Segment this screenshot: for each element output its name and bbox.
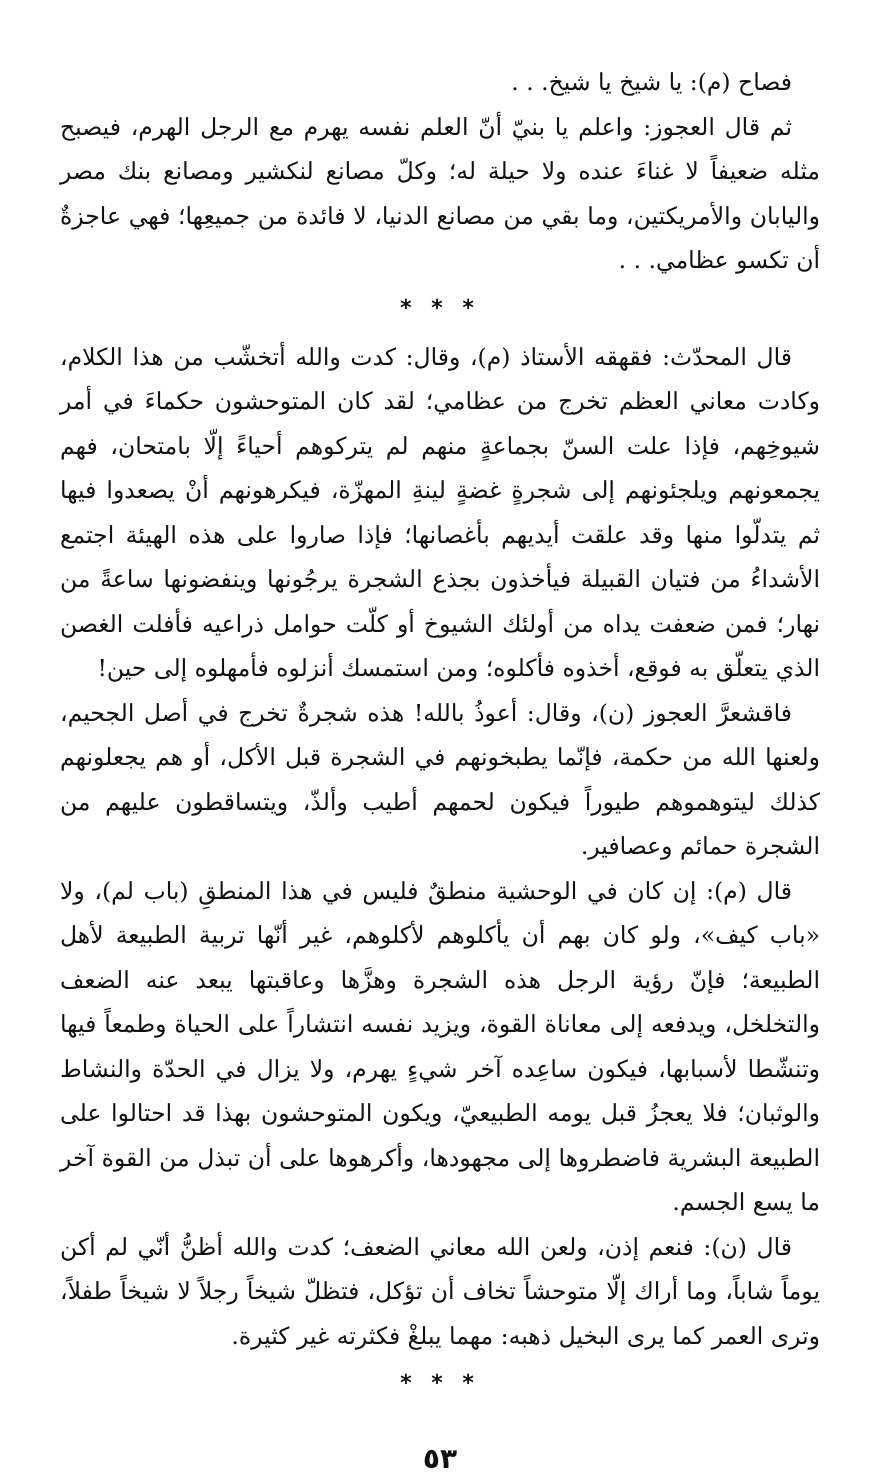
paragraph: قال المحدّث: فقهقه الأستاذ (م)، وقال: كدت والله أتخشّب من هذا الكلام، وكادت معاني العظم تخرج من عظامي؛ لقد كان المتوحشون حكماءَ في أمر شيوخِهم، فإذا علت السنّ بجماعةٍ منهم لم يتركوهم أحياءً إلّا بامتحان، فهم يجمعونهم ويلجئونهم إلى شجرةٍ غضةٍ لينةِ المهزّة، فيكرهونهم أنْ يصعدوا فيها ثم يتدلّوا منها وقد علقت أيديهم بأغصانها؛ فإذا صاروا على هذه الهيئة اجتمع الأشداءُ من فتيان القبيلة فيأخذون بجذع الشجرة يرجُونها وينفضونها ساعةً من نهار؛ فمن ضعفت يداه من أولئك الشيوخ أو كلّت حوامل ذراعيه فأفلت الغصن الذي يتعلّق به فوقع، أخذوه فأكلوه؛ ومن استمسك أنزلوه فأمهلوه إلى حين! [60,342,820,682]
section-separator: * * * [400,1371,480,1396]
paragraph: فصاح (م): يا شيخ يا شيخ. . . [511,68,792,96]
paragraph: قال (ن): فنعم إذن، ولعن الله معاني الضعف؛ كدت والله أظنُّ أنّي لم أكن يوماً شاباً، وما أراك إلّا متوحشاً تخاف أن تؤكل، فتظلّ شيخاً رجلاً لا شيخاً طفلاً، وترى العمر كما يرى البخيل ذهبه: مهما يبلغْ فكثرته غير كثيرة. [60,1232,820,1350]
paragraph: قال (م): إن كان في الوحشية منطقٌ فليس في هذا المنطقِ (باب لم)، ولا «باب كيف»، ولو كان بهم أن يأكلوهم لأكلوهم، غير أنّها تربية الطبيعة لأهل الطبيعة؛ فإنّ رؤية الرجل هذه الشجرة وهزَّها وعاقبتها يبعد عنه الضعف والتخلخل، ويدفعه إلى معاناة القوة، ويزيد نفسه انتشاراً على الحياة وطمعاً فيها وتنشّطا لأسبابها، فيكون ساعِده آخر شيءٍ يهرم، ولا يزال في الحدّة والنشاط والوثبان؛ فلا يعجزُ قبل يومه الطبيعيّ، ويكون المتوحشون بهذا قد احتالوا على الطبيعة البشرية فاضطروها إلى مجهودها، وأكرهوها على أن تبذل من القوة آخر ما يسع الجسم. [60,876,820,1216]
paragraph: ثم قال العجوز: واعلم يا بنيّ أنّ العلم نفسه يهرم مع الرجل الهرم، فيصبح مثله ضعيفاً لا غناءَ عنده ولا حيلة له؛ وكلّ مصانع لنكشير ومصانع بنك مصر واليابان والأمريكتين، وما بقي من مصانع الدنيا، لا فائدة من جميعِها؛ فهي عاجزةٌ أن تكسو عظامي. . . [60,112,820,274]
paragraph: فاقشعرَّ العجوز (ن)، وقال: أعوذُ بالله! هذه شجرةٌ تخرج في أصل الجحيم، ولعنها الله من حكمة، فإنّما يطبخونهم في الشجرة قبل الأكل، أو هم يجعلونهم كذلك ليتوهموهم طيوراً فيكون لحمهم أطيب وألذّ، ويتساقطون عليهم من الشجرة حمائم وعصافير. [60,698,820,860]
page-number: ٥٣ [422,1442,458,1475]
section-separator: * * * [400,295,480,321]
book-page [60,60,820,1475]
